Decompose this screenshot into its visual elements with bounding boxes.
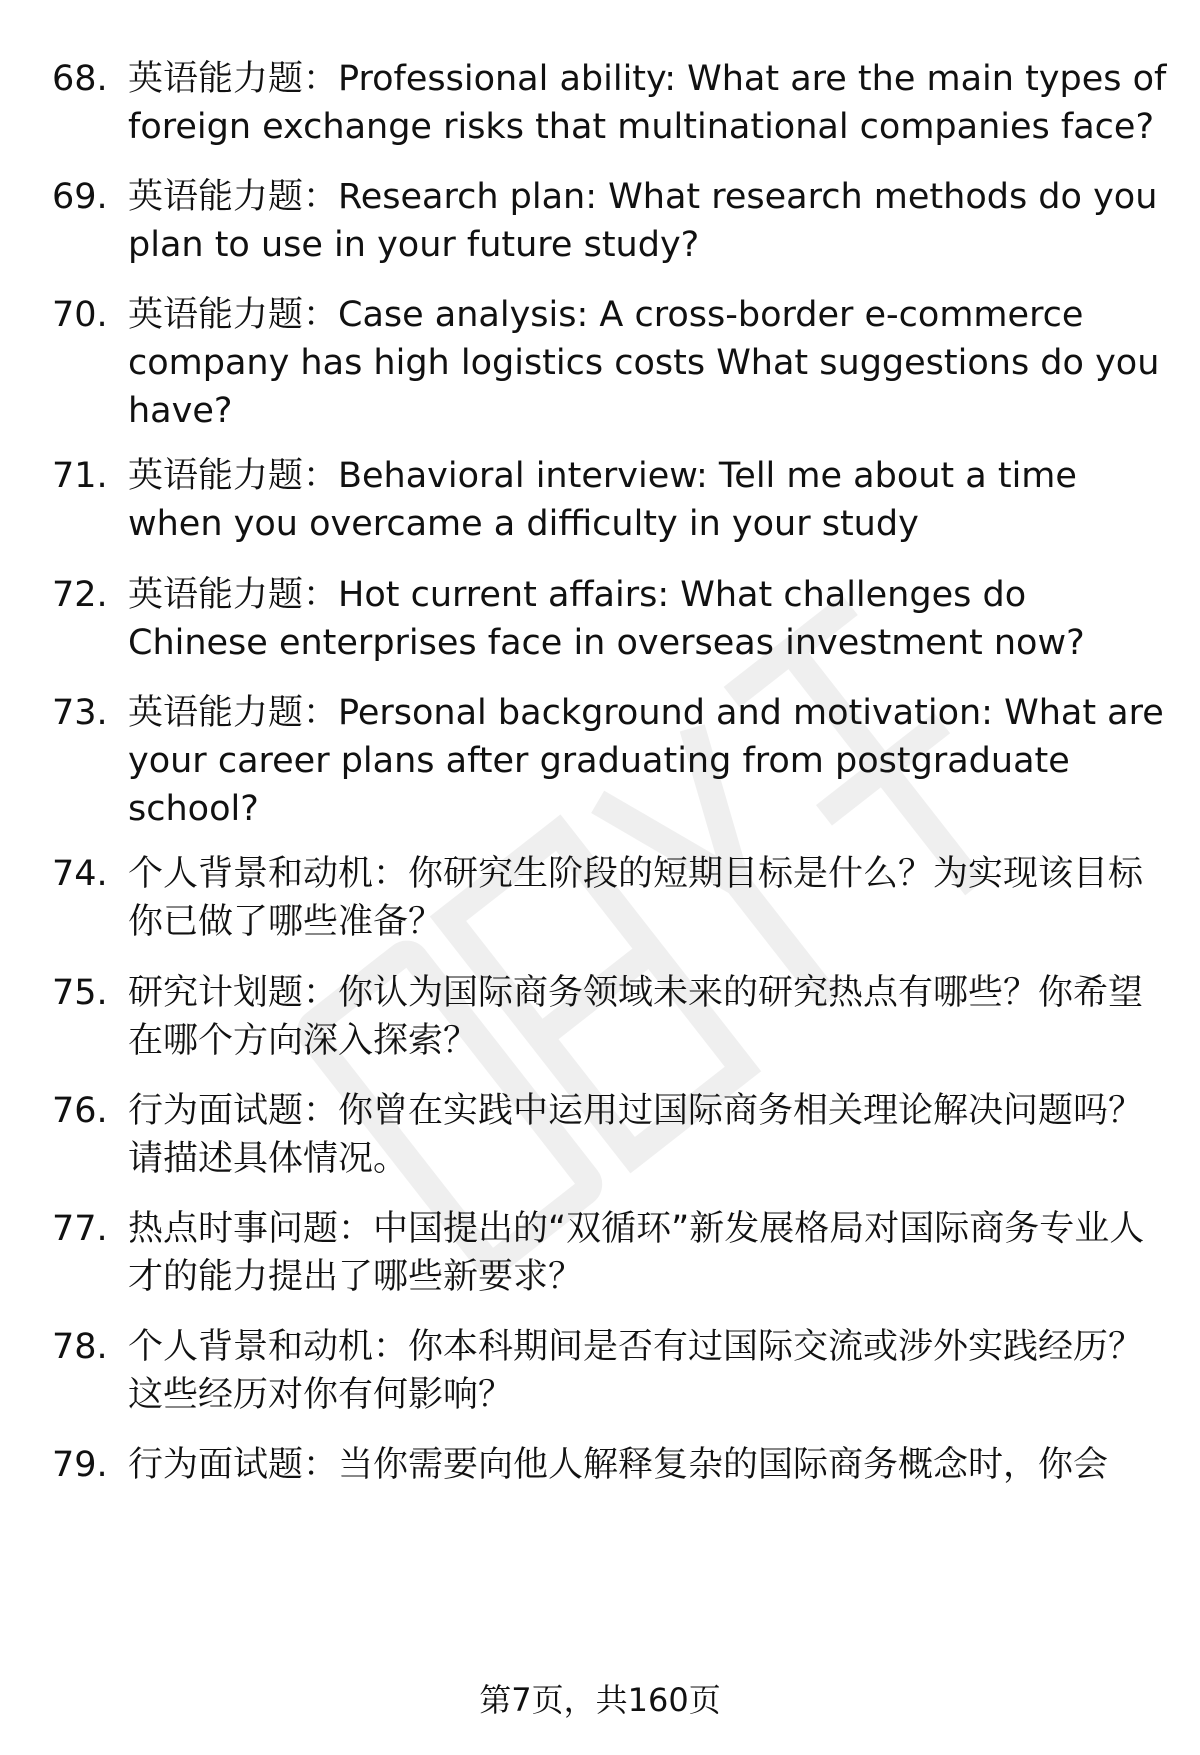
item-text: 英语能力题：Behavioral interview: Tell me about a time when you overcame a difficulty in your study [128,456,1077,544]
item-text: 英语能力题：Case analysis: A cross-border e-commerce company has high logistics costs What suggestions do you have? [128,295,1160,431]
item-text: 研究计划题：你认为国际商务领域未来的研究热点有哪些？你希望在哪个方向深入探索？ [128,973,1144,1061]
item-text: 英语能力题：Personal background and motivation: What are your career plans after graduating from postgraduate school? [128,693,1164,829]
item-text: 英语能力题：Hot current affairs: What challenges do Chinese enterprises face in overseas investment now? [128,575,1085,663]
item-number: 75. [52,973,108,1013]
item-text: 英语能力题：Professional ability: What are the main types of foreign exchange risks that multinational companies face? [128,59,1167,147]
item-text: 个人背景和动机：你研究生阶段的短期目标是什么？为实现该目标你已做了哪些准备？ [128,854,1144,942]
item-number: 69. [52,177,108,217]
item-text: 热点时事问题：中国提出的“双循环”新发展格局对国际商务专业人才的能力提出了哪些新要求？ [128,1209,1145,1297]
item-number: 76. [52,1091,108,1131]
item-number: 71. [52,456,108,496]
item-text: 行为面试题：当你需要向他人解释复杂的国际商务概念时，你会 [128,1445,1109,1485]
item-text: 英语能力题：Research plan: What research methods do you plan to use in your future study? [128,177,1158,265]
item-number: 72. [52,575,108,615]
item-number: 79. [52,1445,108,1485]
item-number: 70. [52,295,108,335]
item-number: 68. [52,59,108,99]
item-number: 77. [52,1209,108,1249]
page-footer: 第7页，共160页 [479,1681,721,1719]
item-text: 个人背景和动机：你本科期间是否有过国际交流或涉外实践经历？这些经历对你有何影响？ [128,1327,1144,1415]
item-number: 74. [52,854,108,894]
item-number: 73. [52,693,108,733]
item-number: 78. [52,1327,108,1367]
item-text: 行为面试题：你曾在实践中运用过国际商务相关理论解决问题吗？请描述具体情况。 [128,1091,1144,1179]
